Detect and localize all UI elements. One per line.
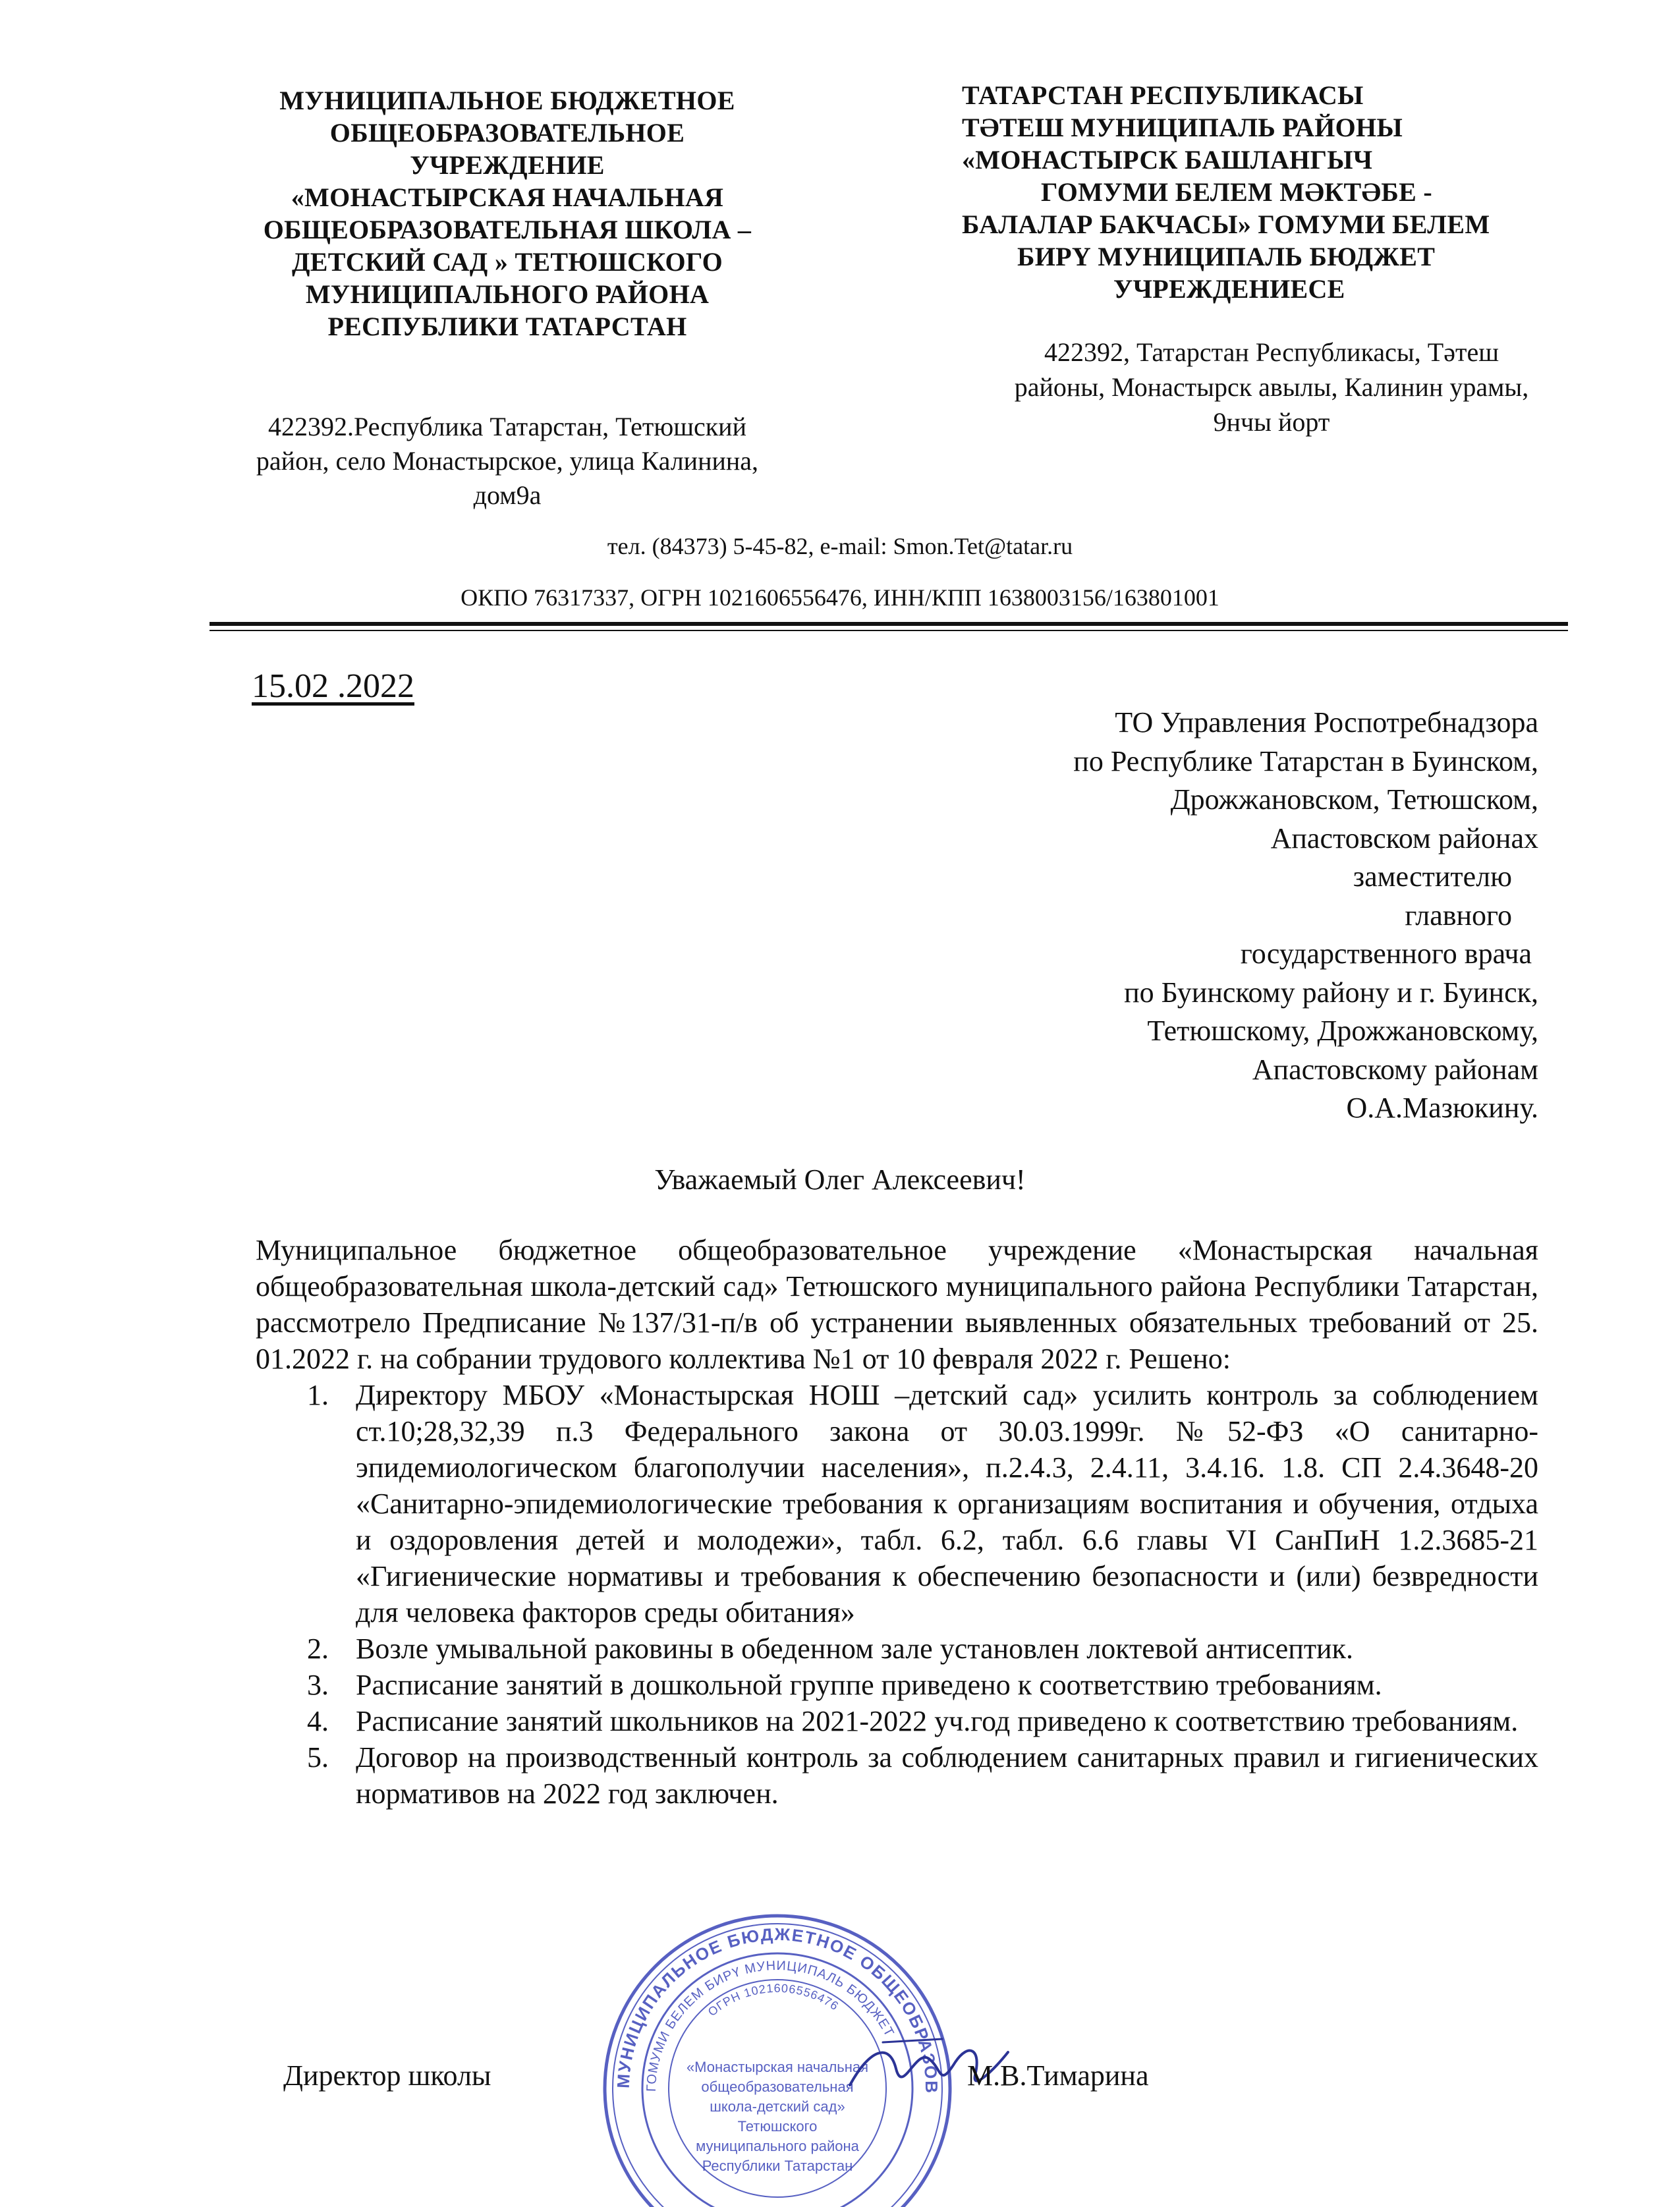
stamp-outer-text: МУНИЦИПАЛЬНОЕ БЮДЖЕТНОЕ ОБЩЕОБРАЗОВАТЕЛЬНОЕ УЧРЕЖДЕНИЕ <box>584 1908 942 2094</box>
addressee-line: Апастовскому районам <box>1252 1053 1538 1086</box>
stamp-center-line: общеобразовательная <box>701 2079 854 2095</box>
header-left-address <box>204 410 810 513</box>
decision-text: Договор на производственный контроль за соблюдением санитарных правил и гигиенических нормативов на 2022 год заключен. <box>356 1741 1538 1810</box>
decision-item <box>256 1703 1538 1739</box>
header-right-title-line: БИРҮ МУНИЦИПАЛЬ БЮДЖЕТ <box>1017 242 1436 271</box>
addressee-line: государственного врача <box>1240 937 1532 970</box>
header-contacts: тел. (84373) 5-45-82, e-mail: Smon.Tet@tatar.ru <box>607 533 1073 559</box>
header-right-title <box>949 79 1594 305</box>
header-left-title-line: «МОНАСТЫРСКАЯ НАЧАЛЬНАЯ <box>291 182 724 212</box>
salutation: Уважаемый Олег Алексеевич! <box>654 1163 1026 1196</box>
decision-text: Расписание занятий школьников на 2021-2022 уч.год приведено к соответствию требованиям. <box>356 1705 1519 1737</box>
header-divider-thin <box>210 630 1568 631</box>
header-left-title-line: ДЕТСКИЙ САД » ТЕТЮШСКОГО <box>291 247 723 277</box>
header-right-address-line: 9нчы йорт <box>1213 407 1330 437</box>
decision-item <box>256 1667 1538 1703</box>
header-right-title-line: УЧРЕЖДЕНИЕСЕ <box>1113 274 1345 304</box>
header-left-address-line: дом9а <box>473 480 542 510</box>
stamp-ogrn-text: ОГРН 1021606556476 <box>705 1981 841 2019</box>
header-right-title-line: «МОНАСТЫРСК БАШЛАНГЫЧ <box>962 145 1373 175</box>
header-left-title-line: РЕСПУБЛИКИ ТАТАРСТАН <box>327 312 687 341</box>
letter-body <box>256 1232 1538 1812</box>
addressee-line: заместителю <box>1353 860 1512 893</box>
letter-intro: Муниципальное бюджетное общеобразовательное учреждение «Монастырская начальная общеобразовательная школа-детский сад» Тетюшского муниципального района Республики Татарстан, рассмотрело Предписание №137/31-п/в об устранении выявленных обязательных требований от 25. 01.2022 г. на собрании трудового коллектива №1 от 10 февраля 2022 г. Решено: <box>256 1234 1538 1375</box>
decision-number: 4. <box>307 1705 329 1737</box>
addressee-line: Дрожжановском, Тетюшском, <box>1170 783 1538 816</box>
header-left-title-line: УЧРЕЖДЕНИЕ <box>410 150 605 180</box>
header-left-title-line: МУНИЦИПАЛЬНОЕ БЮДЖЕТНОЕ <box>279 86 735 115</box>
addressee-block <box>889 704 1538 1128</box>
stamp-center-line: Тетюшского <box>737 2118 818 2135</box>
header-registry: ОКПО 76317337, ОГРН 1021606556476, ИНН/КПП 1638003156/163801001 <box>461 584 1219 611</box>
addressee-line: Апастовском районах <box>1270 822 1538 854</box>
header-divider-thick <box>210 622 1568 626</box>
stamp-center-line: Республики Татарстан <box>702 2158 853 2174</box>
decision-item <box>256 1739 1538 1812</box>
header-right-title-line: БАЛАЛАР БАКЧАСЫ» ГОМУМИ БЕЛЕМ <box>962 210 1490 239</box>
stamp-center <box>686 2059 868 2174</box>
decision-number: 2. <box>307 1633 329 1665</box>
decision-item <box>256 1377 1538 1631</box>
addressee-line: ТО Управления Роспотребнадзора <box>1115 706 1538 739</box>
signature-title: Директор школы <box>283 2059 491 2092</box>
addressee-line: Тетюшскому, Дрожжановскому, <box>1147 1015 1538 1047</box>
header-right-address-line: районы, Монастырск авылы, Калинин урамы, <box>1014 372 1529 402</box>
decision-number: 1. <box>307 1379 329 1411</box>
header-right-title-line: ТӘТЕШ МУНИЦИПАЛЬ РАЙОНЫ <box>962 113 1403 142</box>
addressee-line: главного <box>1405 899 1512 932</box>
header-right-address-line: 422392, Татарстан Республикасы, Тәтеш <box>1044 337 1499 367</box>
stamp-inner-text: ГОМУМИ БЕЛЕМ БИРҮ МУНИЦИПАЛЬ БЮДЖЕТ <box>644 1958 897 2092</box>
header-left-address-line: район, село Монастырское, улица Калинина, <box>256 446 759 476</box>
decision-text: Директору МБОУ «Монастырская НОШ –детский сад» усилить контроль за соблюдением ст.10;28,32,39 п.3 Федерального закона от 30.03.1999г. №52-ФЗ «О санитарно-эпидемиологическом благополучии населения», п.2.4.3, 2.4.11, 3.4.16. 1.8. СП 2.4.3648-20 «Санитарно-эпидемиологические требования к организациям воспитания и обучения, отдыха и оздоровления детей и молодежи», табл. 6.2, табл. 6.6 главы VI СанПиН 1.2.3685-21 «Гигиенические нормативы и требования к обеспечению безопасности и (или) безвредности для человека факторов среды обитания» <box>356 1379 1538 1629</box>
header-left-title-line: ОБЩЕОБРАЗОВАТЕЛЬНОЕ <box>329 118 685 148</box>
header-left-title-line: МУНИЦИПАЛЬНОГО РАЙОНА <box>305 279 710 309</box>
decision-item <box>256 1631 1538 1667</box>
header-left-title-line: ОБЩЕОБРАЗОВАТЕЛЬНАЯ ШКОЛА – <box>263 215 752 244</box>
stamp-center-line: «Монастырская начальная <box>686 2059 869 2075</box>
addressee-line: по Буинскому району и г. Буинск, <box>1124 976 1538 1009</box>
header-right-title-line: ГОМУМИ БЕЛЕМ МӘКТӘБЕ - <box>1041 177 1432 207</box>
decision-number: 3. <box>307 1669 329 1701</box>
header-left-address-line: 422392.Республика Татарстан, Тетюшский <box>268 412 746 441</box>
header-left-title <box>204 84 810 343</box>
header-right-title-line: ТАТАРСТАН РЕСПУБЛИКАСЫ <box>962 80 1364 110</box>
decision-text: Возле умывальной раковины в обеденном зале установлен локтевой антисептик. <box>356 1633 1353 1665</box>
letter-date: 15.02 .2022 <box>252 667 414 705</box>
addressee-line: О.А.Мазюкину. <box>1346 1092 1538 1124</box>
decision-list <box>256 1377 1538 1812</box>
header-right-address <box>949 335 1594 439</box>
addressee-line: по Республике Татарстан в Буинском, <box>1073 744 1538 777</box>
stamp-center-line: муниципального района <box>696 2138 859 2154</box>
decision-text: Расписание занятий в дошкольной группе приведено к соответствию требованиям. <box>356 1669 1382 1701</box>
signature-name: М.В.Тимарина <box>967 2059 1149 2092</box>
stamp-center-line: школа-детский сад» <box>710 2098 845 2115</box>
decision-number: 5. <box>307 1741 329 1774</box>
